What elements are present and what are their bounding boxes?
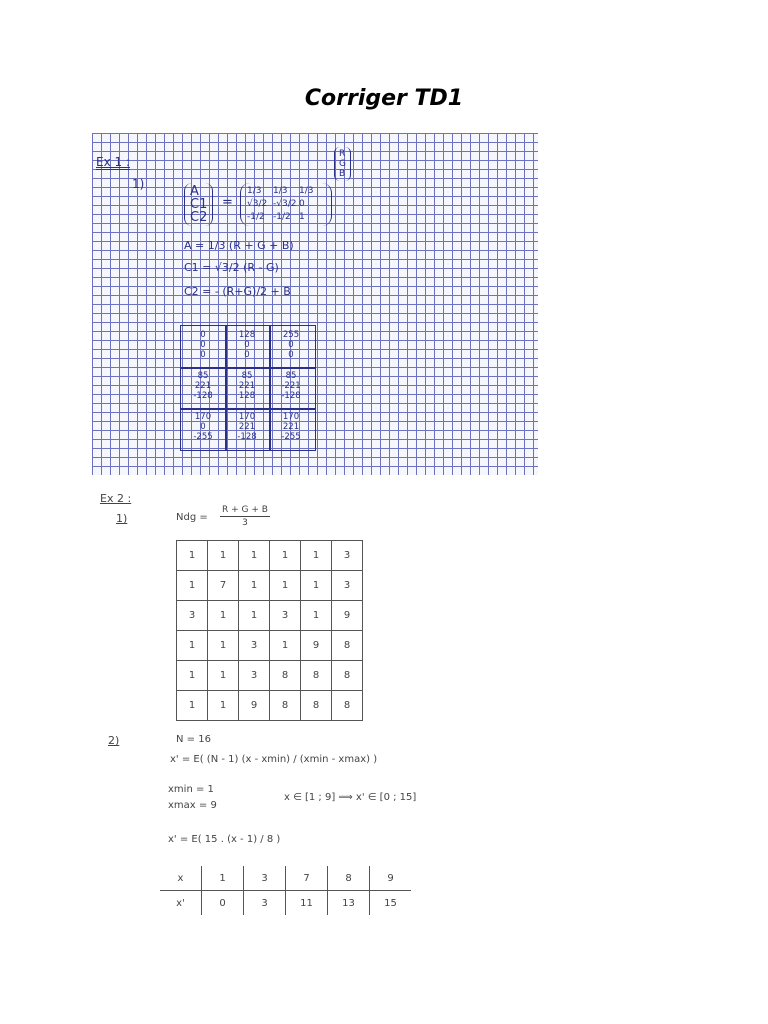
rhs-g: G (339, 159, 346, 169)
table-cell: 8 (270, 661, 301, 691)
table-cell: 1 (270, 541, 301, 571)
table-row (160, 866, 411, 891)
table-cell: 1 (301, 571, 332, 601)
xmin: xmin = 1 (168, 784, 214, 795)
table-cell: 1 (177, 631, 208, 661)
tm-20: -1/2 (247, 212, 265, 222)
table-cell: 3 (177, 601, 208, 631)
table-cell: 1 (177, 661, 208, 691)
table-cell: 7 (208, 571, 239, 601)
table-cell: 1 (208, 661, 239, 691)
table-cell: 1 (239, 541, 270, 571)
x-prime-formula: x' = E( (N - 1) (x - xmin) / (xmin - xmax) ) (170, 754, 378, 765)
lhs-a: A (190, 184, 199, 199)
table-cell: 3 (332, 541, 363, 571)
equals-sign: = (222, 195, 233, 210)
tm-21: -1/2 (273, 212, 291, 222)
rhs-b: B (339, 169, 346, 179)
table-cell: 8 (270, 691, 301, 721)
formula-fraction (220, 504, 270, 529)
rm-01: 128 0 0 (238, 330, 256, 360)
rhs-r: R (339, 149, 346, 159)
tm-10: √3/2 (247, 199, 268, 209)
equation-c1: C1 = √3/2 (R - G) (184, 261, 279, 274)
table-cell: 8 (301, 661, 332, 691)
table-row (177, 541, 363, 571)
table-cell: 8 (328, 866, 370, 891)
table-cell: 3 (244, 866, 286, 891)
exercise-1-label: Ex 1 : (96, 155, 130, 169)
table-cell: 3 (239, 661, 270, 691)
table-cell: 8 (332, 691, 363, 721)
tm-22: 1 (299, 212, 305, 222)
table-cell: 0 (202, 891, 244, 916)
table-cell: 9 (239, 691, 270, 721)
table-cell: 1 (177, 571, 208, 601)
table-cell: 8 (301, 691, 332, 721)
table-cell: 9 (332, 601, 363, 631)
rm-10: 85 221 -128 (193, 371, 213, 401)
exercise-1-part: 1) (132, 177, 145, 191)
formula-lhs: Ndg = (176, 512, 208, 523)
table-cell: 3 (239, 631, 270, 661)
table-cell: 13 (328, 891, 370, 916)
table-cell: 8 (332, 661, 363, 691)
xmax: xmax = 9 (168, 800, 217, 811)
table-row (177, 571, 363, 601)
formula-numerator: R + G + B (220, 504, 270, 517)
exercise-2-label: Ex 2 : (100, 492, 132, 505)
rm-21: 170 221 -128 (237, 412, 257, 442)
result-matrix (180, 325, 316, 451)
tm-01: 1/3 (273, 186, 288, 196)
table-row (177, 631, 363, 661)
n-value: N = 16 (176, 734, 211, 745)
rhs-vector (334, 147, 351, 181)
lhs-vector (184, 183, 213, 226)
tm-02: 1/3 (299, 186, 314, 196)
table-cell: x (160, 866, 202, 891)
table-cell: x' (176, 897, 185, 909)
exercise-2-part-1: 1) (116, 512, 128, 525)
table-cell: 1 (239, 571, 270, 601)
grey-level-table (176, 540, 363, 721)
table-row (177, 661, 363, 691)
table-cell: 8 (332, 631, 363, 661)
scan-exercise-2 (96, 488, 476, 913)
table-row (177, 601, 363, 631)
rm-20: 170 0 -255 (193, 412, 213, 442)
table-cell: 1 (177, 691, 208, 721)
table-cell: 1 (301, 601, 332, 631)
table-cell: 1 (208, 541, 239, 571)
table-cell: 1 (177, 541, 208, 571)
rm-00: 0 0 0 (200, 330, 206, 360)
table-cell: 1 (301, 541, 332, 571)
equation-c2: C2 = - (R+G)/2 + B (184, 285, 291, 298)
table-cell: 3 (270, 601, 301, 631)
table-cell: 7 (286, 866, 328, 891)
table-cell: 1 (270, 631, 301, 661)
table-cell: 1 (208, 631, 239, 661)
table-cell: 3 (332, 571, 363, 601)
table-cell: 15 (370, 891, 412, 916)
table-cell: 9 (301, 631, 332, 661)
table-cell: 1 (208, 691, 239, 721)
interval: x ∈ [1 ; 9] ⟹ x' ∈ [0 ; 15] (284, 792, 417, 803)
lhs-c1: C1 (190, 197, 208, 212)
page-title: Corriger TD1 (304, 86, 464, 111)
table-cell: 11 (286, 891, 328, 916)
rm-02: 255 0 0 (282, 330, 300, 360)
tm-12: 0 (299, 199, 305, 209)
tm-00: 1/3 (247, 186, 262, 196)
table-row (160, 891, 411, 916)
table-cell: 1 (270, 571, 301, 601)
tm-11: -√3/2 (273, 199, 297, 209)
rm-22: 170 221 -255 (281, 412, 301, 442)
table-cell: 9 (370, 866, 412, 891)
table-cell: 1 (208, 601, 239, 631)
formula-denominator: 3 (242, 518, 248, 528)
equation-a: A = 1/3 (R + G + B) (184, 239, 294, 252)
table-cell: 1 (202, 866, 244, 891)
transform-matrix (240, 183, 332, 226)
rm-11: 85 221 128 (238, 371, 256, 401)
lhs-c2: C2 (190, 210, 208, 225)
rm-12: 85 -221 -128 (281, 371, 301, 401)
x-prime-simplified: x' = E( 15 . (x - 1) / 8 ) (168, 834, 281, 845)
mapping-table (160, 866, 411, 915)
exercise-2-part-2: 2) (108, 734, 120, 747)
table-cell: 3 (244, 891, 286, 916)
table-cell: 1 (239, 601, 270, 631)
table-row (177, 691, 363, 721)
scan-exercise-1 (92, 133, 538, 475)
